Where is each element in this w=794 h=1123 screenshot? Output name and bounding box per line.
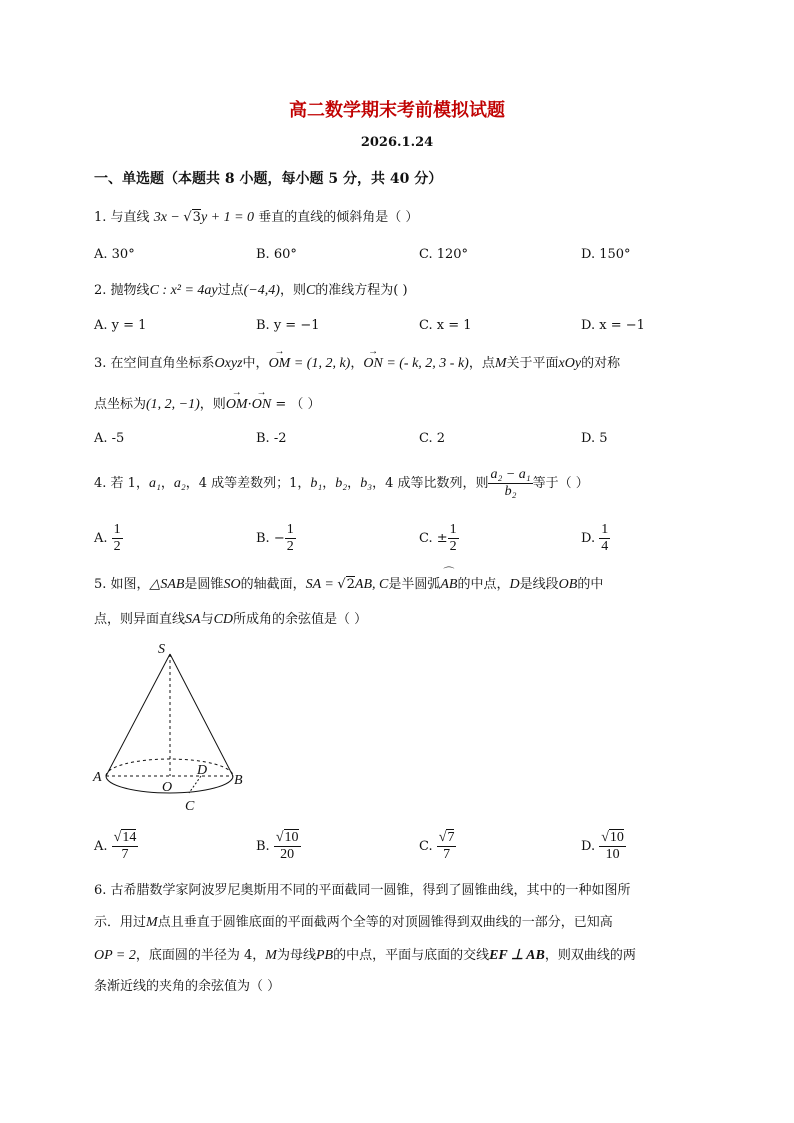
q5-option-b-label: B. (256, 839, 270, 854)
q4-text-b: ，4 成等差数列；1， (185, 476, 311, 491)
q6-ef: EF ⊥ AB (489, 948, 545, 963)
q4-fraction (488, 467, 532, 500)
q5-option-b-root: 10 (284, 830, 299, 845)
q1-pre: 与直线 (110, 210, 150, 225)
question-6-line-4: 条渐近线的夹角的余弦值为（ ） (94, 979, 281, 994)
q5-d: D (509, 577, 520, 592)
q4-option-a-label: A. (94, 531, 108, 546)
q3-coord: Oxyz (214, 356, 243, 371)
q5-l2b: 与 (200, 612, 214, 627)
q4-option-a (94, 522, 123, 555)
q3-line1-post3: 的对称 (581, 356, 621, 371)
q5-option-c-label: C. (419, 839, 433, 854)
q5-cd: CD (213, 612, 234, 627)
q2-option-b: B. y = −1 (256, 318, 320, 333)
q6-m2: M (265, 948, 277, 963)
question-2 (94, 281, 408, 301)
q2-option-a: A. y = 1 (94, 318, 147, 333)
q1-expr-root: 3 (192, 210, 201, 225)
q5-l2c: 所成角的余弦值是（ ） (233, 612, 368, 627)
q3-line1-pre: 3. 在空间直角坐标系 (94, 356, 215, 371)
question-5-line-2 (94, 610, 367, 630)
q6-pb: PB (315, 948, 334, 963)
q5-option-d-den: 10 (605, 847, 620, 862)
label-s: S (158, 642, 165, 657)
question-1 (94, 208, 418, 228)
q2-mid2: ，则 (279, 283, 306, 298)
base-back-arc (106, 759, 233, 776)
q6-line3d: ，则双曲线的两 (544, 948, 636, 963)
q5-l1a: 5. 如图， (94, 577, 150, 592)
q5-ob: OB (558, 577, 578, 592)
q6-op: OP = 2 (94, 948, 136, 963)
q3-sep: ， (350, 356, 364, 371)
q3-dot-a: → OM (226, 395, 248, 415)
q4-option-d (581, 522, 610, 555)
q4-comma-1: ， (160, 476, 174, 491)
q1-post: 垂直的直线的倾斜角是（ ） (258, 210, 419, 225)
q3-dot-b: → ON (252, 395, 271, 415)
q2-option-d: D. x = −1 (581, 318, 645, 333)
label-d: D (197, 763, 208, 778)
q4-option-c-den: 2 (449, 539, 457, 554)
q5-root: 2 (346, 577, 355, 592)
q6-line3b: 为母线 (276, 948, 316, 963)
q5-option-d: D. $\frac{√10}{10}$ (581, 830, 624, 862)
q2-post: 的准线方程为( ) (315, 283, 408, 298)
q6-line3c: 的中点，平面与底面的交线 (333, 948, 490, 963)
q3-line2-pre: 点坐标为 (94, 397, 147, 412)
q5-option-a-label: A. (94, 839, 108, 854)
label-a: A (93, 770, 102, 785)
label-o: O (162, 780, 173, 795)
q1-expr-b: y + 1 = 0 (200, 210, 255, 225)
q4-option-b (256, 522, 296, 555)
q5-l1e: 的中点， (457, 577, 510, 592)
q5-l2a: 点，则异面直线 (94, 612, 186, 627)
q4-option-a-den: 2 (113, 539, 121, 554)
q3-zhong: 中， (242, 356, 269, 371)
question-4 (94, 466, 589, 502)
q2-point: (−4,4) (243, 283, 280, 298)
question-3-line-2 (94, 395, 320, 415)
q5-option-b: B. $\frac{√10}{20}$ (256, 830, 299, 862)
q4-b2: b₂ (335, 476, 348, 491)
q4-text-d: 等于（ ） (532, 476, 589, 491)
question-3-line-1 (94, 354, 620, 374)
q4-option-b-sign: − (273, 531, 285, 546)
q3-om-val: = (1, 2, k) (290, 356, 351, 371)
q4-frac-den: b₂ (504, 484, 517, 499)
q5-triangle: △SAB (149, 577, 185, 592)
q4-option-c-sign: ± (436, 531, 448, 546)
q2-pre: 抛物线 (110, 283, 150, 298)
q5-so: SO (223, 577, 241, 592)
q5-sa: SA = (305, 577, 338, 592)
q3-line2-post: = （ ） (271, 397, 321, 412)
q5-l1f: 是线段 (519, 577, 559, 592)
q1-option-c: C. 120° (419, 247, 469, 262)
q3-on-val: = (- k, 2, 3 - k) (382, 356, 469, 371)
exam-date: 2026.1.24 (360, 135, 434, 150)
q3-line2-mid: ，则 (199, 397, 226, 412)
q6-m: M (146, 915, 158, 930)
q5-arc: ⌒ AB (440, 575, 457, 595)
q3-line1-post2: 关于平面 (506, 356, 559, 371)
q3-om: → OM (269, 354, 291, 374)
q5-option-c-den: 7 (443, 847, 451, 862)
q1-sqrt-sign: √ (183, 210, 192, 225)
q4-text-c: ，4 成等比数列，则 (372, 476, 489, 491)
q4-option-d-den: 4 (601, 539, 609, 554)
q1-expr-a: 3x − (153, 210, 184, 225)
q1-option-b: B. 60° (256, 247, 297, 262)
question-6-line-3 (94, 946, 636, 966)
cone-figure (90, 638, 260, 816)
q5-l1c: 的轴截面， (240, 577, 306, 592)
q4-option-c (419, 522, 459, 555)
q4-comma-2: ， (322, 476, 336, 491)
q4-text-a: 4. 若 1， (94, 476, 149, 491)
q5-option-a: A. $\frac{√14}{7}$ (94, 830, 137, 862)
q4-comma-3: ， (347, 476, 361, 491)
q2-option-c: C. x = 1 (419, 318, 472, 333)
q4-option-b-label: B. (256, 531, 270, 546)
question-6-line-2 (94, 913, 613, 933)
q3-option-d: D. 5 (581, 431, 608, 446)
question-5-line-1 (94, 575, 603, 595)
q2-expr: C : x² = 4ay (149, 283, 218, 298)
q3-option-c: C. 2 (419, 431, 446, 446)
q3-line1-post: ，点 (468, 356, 495, 371)
segment-cd (189, 776, 201, 793)
q4-option-b-num: 1 (286, 522, 294, 537)
q6-line3a: ，底面圆的半径为 4， (135, 948, 266, 963)
q3-dot: · (247, 397, 252, 412)
q1-number: 1. (94, 210, 107, 225)
q5-sa2: SA (185, 612, 201, 627)
q6-line2a: 示．用过 (94, 915, 147, 930)
q5-sqrt-sign: √ (337, 577, 346, 592)
q5-option-d-label: D. (581, 839, 596, 854)
question-6-line-1: 6. 古希腊数学家阿波罗尼奥斯用不同的平面截同一圆锥，得到了圆锥曲线，其中的一种如图所 (94, 883, 631, 898)
cone-edge-sa (106, 654, 170, 776)
q5-l1d: 是半圆弧 (388, 577, 441, 592)
q4-b3: b₃ (360, 476, 373, 491)
q4-option-a-num: 1 (113, 522, 121, 537)
q4-a2: a₂ (173, 476, 186, 491)
q4-a1: a₁ (148, 476, 161, 491)
q5-option-c: C. $\frac{√7}{7}$ (419, 830, 455, 862)
q4-b1: b₁ (310, 476, 323, 491)
q2-mid: 过点 (217, 283, 244, 298)
q5-option-c-root: 7 (447, 830, 455, 845)
cone-edge-sb (170, 654, 233, 776)
q4-option-d-num: 1 (601, 522, 609, 537)
q3-plane: xOy (558, 356, 582, 371)
q2-c: C (305, 283, 316, 298)
q5-option-d-root: 10 (609, 830, 624, 845)
label-c: C (185, 799, 195, 814)
q5-option-a-root: 14 (122, 830, 137, 845)
q4-frac-num: a₂ − a₁ (490, 467, 531, 482)
q4-option-d-label: D. (581, 531, 596, 546)
q3-option-a: A. -5 (94, 431, 125, 446)
q3-option-b: B. -2 (256, 431, 287, 446)
label-b: B (234, 773, 243, 788)
q5-l1b: 是圆锥 (184, 577, 224, 592)
q5-l1g: 的中 (577, 577, 604, 592)
q3-point: (1, 2, −1) (146, 397, 200, 412)
q3-on: → ON (363, 354, 382, 374)
q4-option-b-den: 2 (286, 539, 294, 554)
q1-option-a: A. 30° (94, 247, 135, 262)
q2-number: 2. (94, 283, 107, 298)
q1-option-d: D. 150° (581, 247, 631, 262)
section-heading: 一、单选题（本题共 8 小题，每小题 5 分，共 40 分） (94, 171, 443, 187)
q5-option-a-den: 7 (121, 847, 129, 862)
q4-option-c-label: C. (419, 531, 433, 546)
q5-ab: AB, C (354, 577, 389, 592)
q3-m: M (494, 356, 507, 371)
q5-option-b-den: 20 (280, 847, 295, 862)
page-title: 高二数学期末考前模拟试题 (289, 100, 505, 121)
q4-option-c-num: 1 (449, 522, 457, 537)
q6-line2b: 点且垂直于圆锥底面的平面截两个全等的对顶圆锥得到双曲线的一部分，已知高 (157, 915, 613, 930)
